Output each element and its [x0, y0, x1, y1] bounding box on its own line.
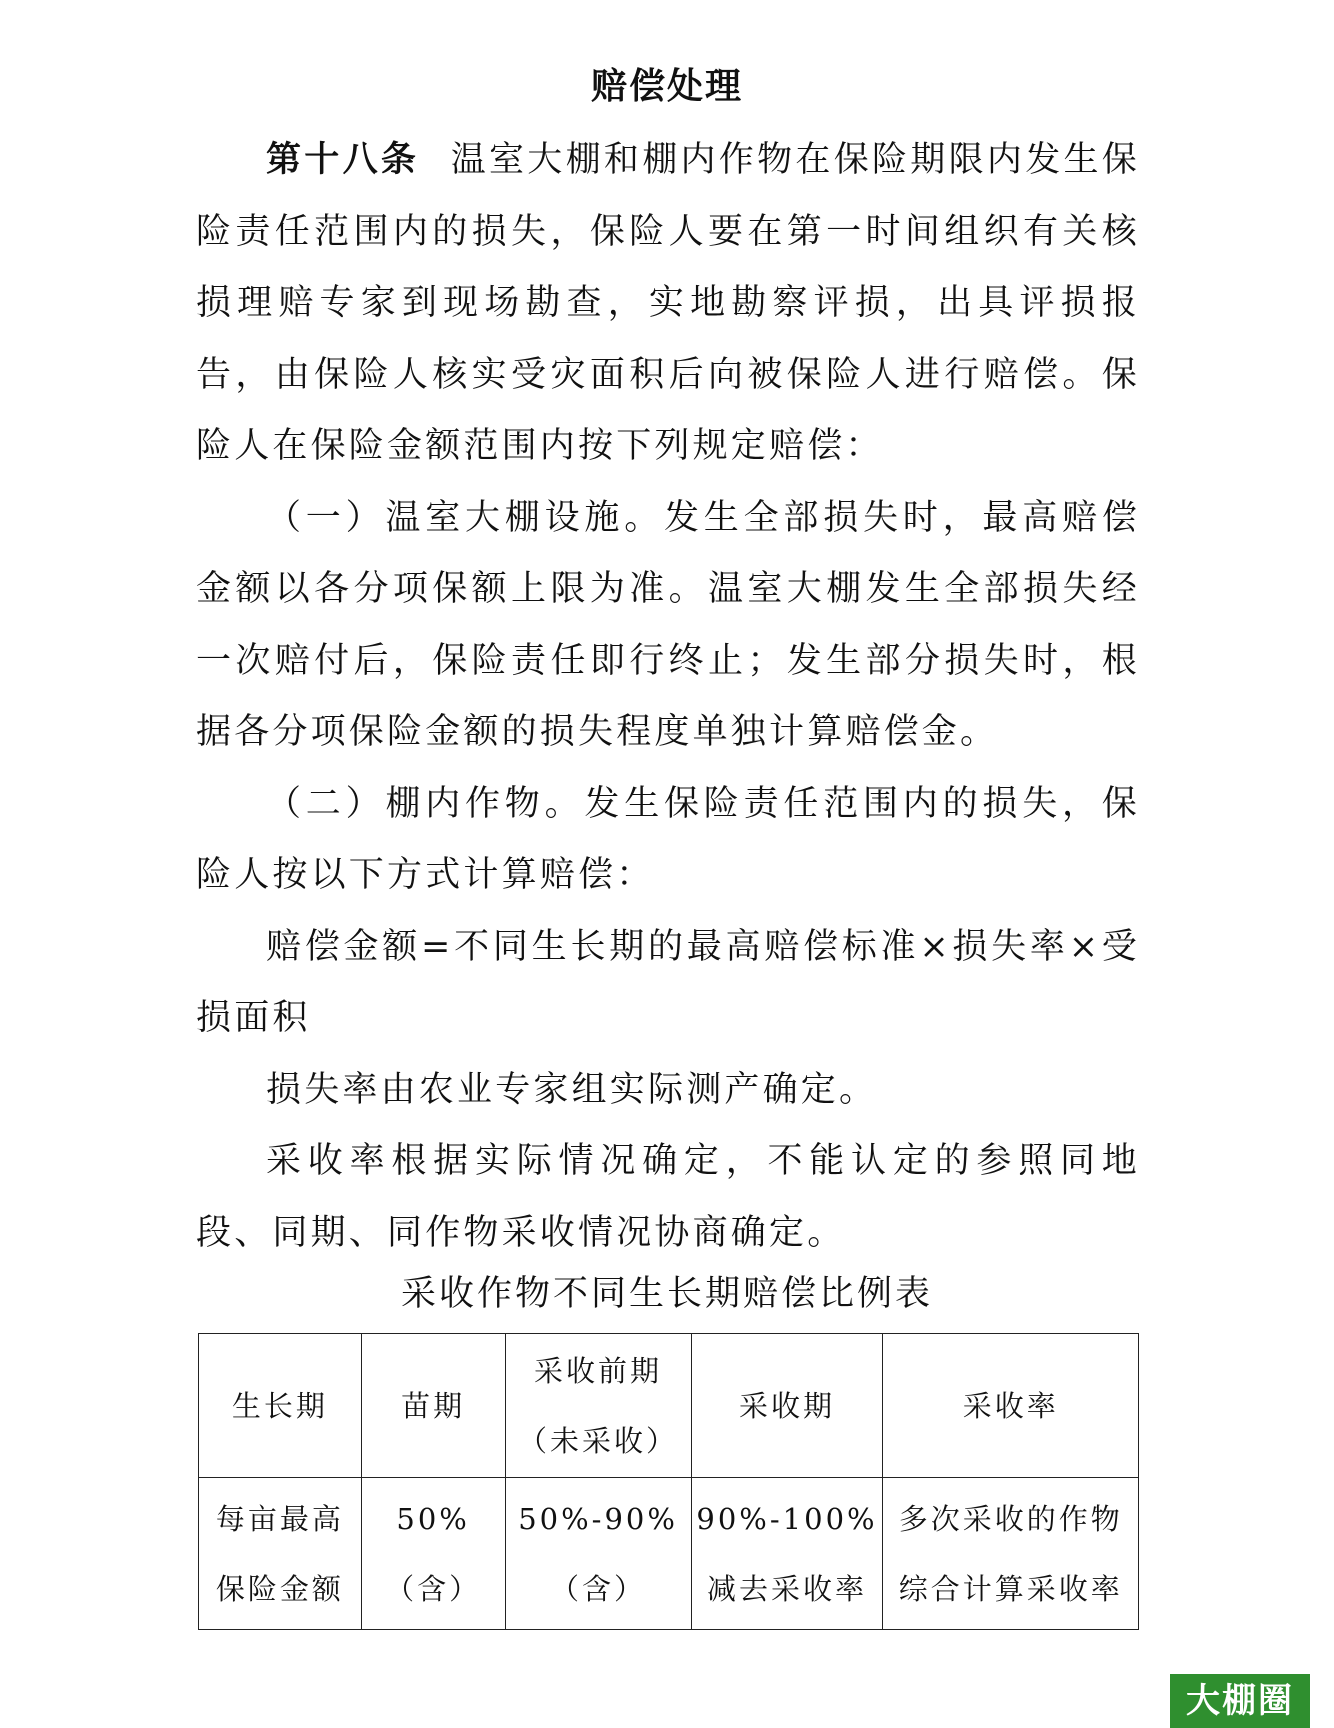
table-cell — [505, 1478, 691, 1630]
watermark-logo: 大棚圈 — [1170, 1674, 1310, 1728]
table-caption: 采收作物不同生长期赔偿比例表 — [400, 1274, 933, 1314]
cell-line: 保险金额 — [215, 1571, 344, 1606]
paragraph-crops: （二）棚内作物。发生保险责任范围内的损失，保险人按以下方式计算赔偿： — [196, 783, 1140, 895]
table-cell — [361, 1478, 505, 1630]
header-cell-seedling: 苗期 — [361, 1334, 505, 1478]
cell-line: 综合计算采收率 — [898, 1571, 1123, 1606]
cell-line: 减去采收率 — [706, 1571, 867, 1606]
header-cell-harvest-rate: 采收率 — [883, 1334, 1139, 1478]
header-cell-growth-stage: 生长期 — [199, 1334, 362, 1478]
paragraph-harvest-rate: 采收率根据实际情况确定，不能认定的参照同地段、同期、同作物采收情况协商确定。 — [196, 1141, 1140, 1253]
paragraph-formula: 赔偿金额=不同生长期的最高赔偿标准×损失率×受损面积 — [196, 926, 1140, 1038]
header-cell-harvest: 采收期 — [691, 1334, 883, 1478]
table-cell — [883, 1478, 1139, 1630]
compensation-ratio-table — [198, 1333, 1139, 1630]
cell-line: 50% — [396, 1501, 470, 1536]
cell-line: 多次采收的作物 — [898, 1501, 1123, 1536]
table-row — [199, 1478, 1139, 1630]
header-cell-line: （未采收） — [518, 1423, 679, 1458]
article-body — [196, 124, 1140, 1269]
cell-line: （含） — [550, 1571, 647, 1606]
header-cell-line: 采收前期 — [534, 1353, 663, 1388]
paragraph-article-18 — [196, 124, 1140, 483]
table-cell — [199, 1478, 362, 1630]
article-label: 第十八条 — [266, 139, 420, 180]
paragraph-greenhouse-facility: （一）温室大棚设施。发生全部损失时，最高赔偿金额以各分项保额上限为准。温室大棚发生全部损失经一次赔付后，保险责任即行终止；发生部分损失时，根据各分项保险金额的损失程度单独计算赔偿金。 — [196, 497, 1140, 752]
table-header-row — [199, 1334, 1139, 1478]
cell-line: 90%-100% — [696, 1501, 878, 1536]
paragraph-loss-rate: 损失率由农业专家组实际测产确定。 — [266, 1069, 878, 1110]
cell-line: （含） — [385, 1571, 482, 1606]
cell-line: 50%-90% — [518, 1501, 678, 1536]
section-title: 赔偿处理 — [590, 65, 743, 107]
table-cell — [691, 1478, 883, 1630]
cell-line: 每亩最高 — [215, 1501, 344, 1536]
header-cell-pre-harvest — [505, 1334, 691, 1478]
paragraph-text: 温室大棚和棚内作物在保险期限内发生保险责任范围内的损失，保险人要在第一时间组织有关核损理赔专家到现场勘查，实地勘察评损，出具评损报告，由保险人核实受灾面积后向被保险人进行赔偿。保险人在保险金额范围内按下列规定赔偿： — [196, 140, 1140, 466]
